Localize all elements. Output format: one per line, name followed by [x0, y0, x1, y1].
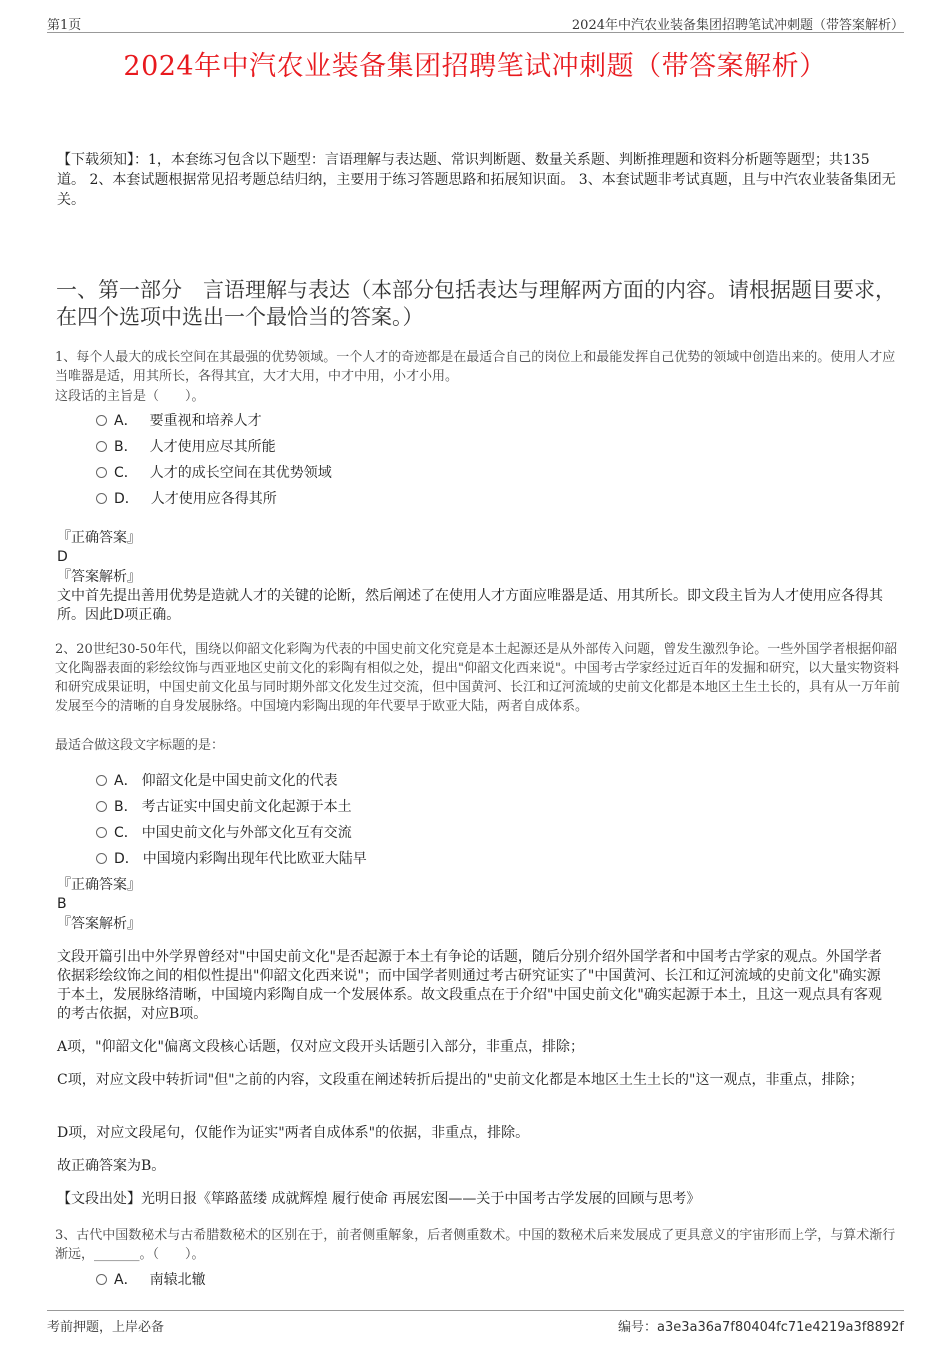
radio-icon[interactable]: [96, 493, 107, 504]
q1-stem: 1、每个人最大的成长空间在其最强的优势领域。一个人才的奇迹都是在最适合自己的岗位上和最能发挥自己优势的领域中创造出来的。使用人才应当唯器是适，用其所长，各得其宜，大才大用，中才中用，小才小用。: [55, 350, 896, 384]
q2-source: 【文段出处】光明日报《筚路蓝缕 成就辉煌 履行使命 再展宏图——关于中国考古学发展的回顾与思考》: [57, 1191, 701, 1207]
q1-analysis: 文中首先提出善用优势是造就人才的关键的论断，然后阐述了在使用人才方面应唯器是适、用其所长。即文段主旨为人才使用应各得其所。因此D项正确。: [57, 588, 883, 623]
q2-analysis-d: D项，对应文段尾句，仅能作为证实"两者自成体系"的依据，非重点，排除。: [57, 1125, 530, 1141]
radio-icon[interactable]: [96, 801, 107, 812]
footer-doc-id: 编号：a3e3a36a7f80404fc71e4219a3f8892f: [617, 1320, 904, 1335]
page-number: 第1页: [47, 18, 82, 33]
q1-answer-label: 『正确答案』: [57, 530, 141, 546]
q2-analysis-a: A项，"仰韶文化"偏离文段核心话题，仅对应文段开头话题引入部分，非重点，排除；: [57, 1039, 584, 1055]
q1-option-d[interactable]: D． 人才使用应各得其所: [96, 488, 277, 508]
q2-option-b[interactable]: B． 考古证实中国史前文化起源于本土: [96, 796, 352, 816]
section-title: 一、第一部分 言语理解与表达（本部分包括表达与理解两方面的内容。请根据题目要求，在四个选项中选出一个最恰当的答案。）: [56, 278, 896, 329]
radio-icon[interactable]: [96, 853, 107, 864]
q3-stem: 3、古代中国数秘术与古希腊数秘术的区别在于，前者侧重解象，后者侧重数术。中国的数秘术后来发展成了更具意义的宇宙形而上学，与算术渐行渐远，_______。（ ）。: [55, 1228, 896, 1262]
document-title: 2024年中汽农业装备集团招聘笔试冲刺题（带答案解析）: [123, 51, 827, 82]
q2-option-d[interactable]: D． 中国境内彩陶出现年代比欧亚大陆早: [96, 848, 367, 868]
header-divider: [47, 32, 904, 33]
radio-icon[interactable]: [96, 1274, 107, 1285]
radio-icon[interactable]: [96, 441, 107, 452]
q2-analysis-conclusion: 故正确答案为B。: [57, 1158, 166, 1174]
q2-answer-label: 『正确答案』: [57, 877, 141, 893]
radio-icon[interactable]: [96, 775, 107, 786]
q2-analysis-c: C项，对应文段中转折词"但"之前的内容，文段重在阐述转折后提出的"史前文化都是本地区土生土长的"这一观点，非重点，排除；: [57, 1072, 864, 1088]
footer-divider: [47, 1310, 904, 1311]
q1-option-c[interactable]: C． 人才的成长空间在其优势领域: [96, 462, 332, 482]
footer-slogan: 考前押题，上岸必备: [47, 1320, 165, 1335]
radio-icon[interactable]: [96, 415, 107, 426]
download-notice: 【下载须知】：1，本套练习包含以下题型：言语理解与表达题、常识判断题、数量关系题、判断推理题和资料分析题等题型；共135道。 2、本套试题根据常见招考题总结归纳，主要用于练习答题思路和拓展知识面。 3、本套试题非考试真题，且与中汽农业装备集团无关。: [57, 152, 896, 208]
q1-option-b[interactable]: B． 人才使用应尽其所能: [96, 436, 276, 456]
radio-icon[interactable]: [96, 467, 107, 478]
q1-analysis-label: 『答案解析』: [57, 569, 141, 585]
q3-option-a[interactable]: A． 南辕北辙: [96, 1269, 206, 1289]
q1-option-a[interactable]: A． 要重视和培养人才: [96, 410, 262, 430]
q2-analysis-main: 文段开篇引出中外学界曾经对"中国史前文化"是否起源于本土有争论的话题，随后分别介绍外国学者和中国考古学家的观点。外国学者依据彩绘纹饰之间的相似性提出"仰韶文化西来说"；而中国学者则通过考古研究证实了"中国黄河、长江和辽河流域的史前文化"确实源于本土，发展脉络清晰，中国境内彩陶自成一个发展体系。故文段重点在于介绍"中国史前文化"确实起源于本土，且这一观点具有客观的考古依据，对应B项。: [57, 949, 882, 1022]
q1-answer: D: [57, 549, 68, 565]
q2-option-a[interactable]: A． 仰韶文化是中国史前文化的代表: [96, 770, 338, 790]
radio-icon[interactable]: [96, 827, 107, 838]
q2-answer: B: [57, 896, 67, 912]
q2-prompt: 最适合做这段文字标题的是：: [55, 738, 225, 753]
q2-analysis-label: 『答案解析』: [57, 916, 141, 932]
q2-stem: 2、20世纪30-50年代，围绕以仰韶文化彩陶为代表的中国史前文化究竟是本土起源还是从外部传入问题，曾发生激烈争论。一些外国学者根据仰韶文化陶器表面的彩绘纹饰与西亚地区史前文化的彩陶有相似之处，提出"仰韶文化西来说"。中国考古学家经过近百年的发掘和研究，以大量实物资料和研究成果证明，中国史前文化虽与同时期外部文化发生过交流，但中国黄河、长江和辽河流域的史前文化都是本地区土生土长的，具有从一万年前发展至今的清晰的自身发展脉络。中国境内彩陶出现的年代要早于欧亚大陆，两者自成体系。: [55, 642, 901, 714]
q2-option-c[interactable]: C． 中国史前文化与外部文化互有交流: [96, 822, 352, 842]
header-doc-title: 2024年中汽农业装备集团招聘笔试冲刺题（带答案解析）: [571, 18, 904, 33]
q1-prompt: 这段话的主旨是（ ）。: [55, 389, 205, 404]
